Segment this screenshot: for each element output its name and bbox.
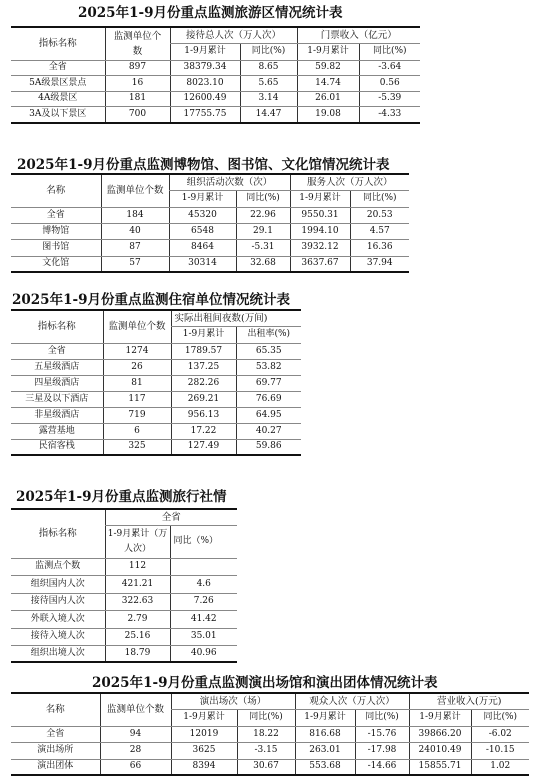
- cell: 184: [101, 207, 169, 223]
- cell: 719: [103, 407, 171, 423]
- table-row: [11, 207, 409, 223]
- col-header-units: 监测单位个数: [101, 174, 169, 207]
- col-sub-cumulative: 1-9月累计: [290, 190, 350, 207]
- scenic-area-table: [11, 26, 420, 124]
- col-header-units: 监测单位个数: [100, 693, 171, 726]
- cell: 137.25: [171, 359, 236, 375]
- table-row: [11, 60, 420, 76]
- cell: 18.22: [237, 726, 295, 742]
- cell: 17.22: [171, 423, 236, 439]
- col-sub-cumulative: 1-9月累计: [295, 709, 355, 726]
- cell: 3625: [171, 742, 237, 759]
- row-label: 组织出境人次: [11, 645, 105, 662]
- table-row: [11, 407, 301, 423]
- cell: 3637.67: [290, 256, 350, 272]
- cell: 25.16: [105, 628, 170, 645]
- cell: 816.68: [295, 726, 355, 742]
- cell: 66: [100, 759, 171, 775]
- table-row: [11, 391, 301, 407]
- row-label: 博物馆: [11, 223, 101, 239]
- col-sub-yoy: 同比(%): [355, 709, 409, 726]
- row-label: 3A及以下景区: [11, 107, 105, 123]
- table-row: [11, 558, 237, 575]
- col-sub-cumulative: 1-9月累计: [297, 43, 359, 60]
- cell: -4.33: [359, 107, 420, 123]
- cell: 39866.20: [409, 726, 471, 742]
- cell: 35.01: [170, 628, 237, 645]
- table-row: [11, 575, 237, 593]
- cell: 17755.75: [170, 107, 240, 123]
- col-group-revenue: 营业收入(万元): [409, 693, 529, 709]
- table-1-title: 2025年1-9月份重点监测旅游区情况统计表: [78, 5, 343, 21]
- museum-library-table: [11, 173, 409, 273]
- row-label: 全省: [11, 60, 105, 76]
- table-row: [11, 239, 409, 256]
- row-label: 四星级酒店: [11, 375, 103, 391]
- cell: 325: [103, 439, 171, 455]
- cell: 65.35: [236, 343, 301, 359]
- table-row: [11, 107, 420, 123]
- cell: 19.08: [297, 107, 359, 123]
- row-label: 文化馆: [11, 256, 101, 272]
- cell: 553.68: [295, 759, 355, 775]
- table-row: [11, 628, 237, 645]
- cell: 26.01: [297, 91, 359, 107]
- row-label: 接待国内人次: [11, 593, 105, 610]
- cell: 94: [100, 726, 171, 742]
- cell: 57: [101, 256, 169, 272]
- table-row: [11, 375, 301, 391]
- col-header-name: 名称: [11, 174, 101, 207]
- col-group-activities: 组织活动次数（次）: [169, 174, 290, 190]
- table-row: [11, 256, 409, 272]
- cell: 1994.10: [290, 223, 350, 239]
- cell: -15.76: [355, 726, 409, 742]
- cell: -17.98: [355, 742, 409, 759]
- table-row: [11, 645, 237, 662]
- cell: 7.26: [170, 593, 237, 610]
- col-sub-yoy: 同比(%): [237, 709, 295, 726]
- col-sub-yoy: 同比(%): [236, 190, 290, 207]
- cell: 16: [105, 76, 170, 92]
- col-sub-cumulative: 1-9月累计: [169, 190, 236, 207]
- cell: 263.01: [295, 742, 355, 759]
- cell: 127.49: [171, 439, 236, 455]
- cell: 0.56: [359, 76, 420, 92]
- cell: 41.42: [170, 610, 237, 628]
- col-group-service-visits: 服务人次（万人次）: [290, 174, 409, 190]
- accommodation-table: [11, 309, 301, 456]
- cell: 6548: [169, 223, 236, 239]
- cell: 1.02: [471, 759, 529, 775]
- row-label: 演出团体: [11, 759, 100, 775]
- cell: 30314: [169, 256, 236, 272]
- cell: 64.95: [236, 407, 301, 423]
- cell: 69.77: [236, 375, 301, 391]
- cell: 37.94: [350, 256, 409, 272]
- col-sub-cumulative: 1-9月累计: [409, 709, 471, 726]
- cell: -14.66: [355, 759, 409, 775]
- cell: 40.96: [170, 645, 237, 662]
- row-label: 三星及以下酒店: [11, 391, 103, 407]
- cell: 8023.10: [170, 76, 240, 92]
- cell: 269.21: [171, 391, 236, 407]
- cell: 2.79: [105, 610, 170, 628]
- cell: 26: [103, 359, 171, 375]
- cell: 9550.31: [290, 207, 350, 223]
- table-2-title: 2025年1-9月份重点监测博物馆、图书馆、文化馆情况统计表: [17, 157, 390, 173]
- cell: 18.79: [105, 645, 170, 662]
- row-label: 5A级景区景点: [11, 76, 105, 92]
- row-label: 非星级酒店: [11, 407, 103, 423]
- row-label: 演出场所: [11, 742, 100, 759]
- cell: 8.65: [240, 60, 297, 76]
- col-header-name: 指标名称: [11, 27, 105, 60]
- travel-agency-table: [11, 508, 237, 663]
- cell: 12019: [171, 726, 237, 742]
- cell: 421.21: [105, 575, 170, 593]
- cell: 3932.12: [290, 239, 350, 256]
- col-group-visitors: 接待总人次（万人次）: [170, 27, 297, 43]
- cell: -6.02: [471, 726, 529, 742]
- col-sub-yoy: 同比(%): [240, 43, 297, 60]
- cell: 4.57: [350, 223, 409, 239]
- row-label: 外联入境人次: [11, 610, 105, 628]
- cell: 29.1: [236, 223, 290, 239]
- col-sub-yoy: 同比(%): [471, 709, 529, 726]
- cell: 53.82: [236, 359, 301, 375]
- table-row: [11, 91, 420, 107]
- cell: 87: [101, 239, 169, 256]
- table-row: [11, 439, 301, 455]
- cell: -10.15: [471, 742, 529, 759]
- table-5-title: 2025年1-9月份重点监测演出场馆和演出团体情况统计表: [92, 675, 438, 691]
- col-sub-cumulative: 1-9月累计: [170, 43, 240, 60]
- col-sub-cumulative: 1-9月累计（万人次）: [105, 525, 170, 558]
- cell: 81: [103, 375, 171, 391]
- cell: 3.14: [240, 91, 297, 107]
- cell: 20.53: [350, 207, 409, 223]
- col-sub-cumulative: 1-9月累计: [171, 709, 237, 726]
- cell: 14.74: [297, 76, 359, 92]
- cell: 956.13: [171, 407, 236, 423]
- col-header-units: 监测单位个数: [103, 310, 171, 343]
- cell: -5.31: [236, 239, 290, 256]
- cell: 76.69: [236, 391, 301, 407]
- table-row: [11, 423, 301, 439]
- cell: 4.6: [170, 575, 237, 593]
- cell: 700: [105, 107, 170, 123]
- row-label: 露营基地: [11, 423, 103, 439]
- cell: 8464: [169, 239, 236, 256]
- row-label: 五星级酒店: [11, 359, 103, 375]
- table-row: [11, 726, 529, 742]
- table-row: [11, 359, 301, 375]
- performance-venue-table: [11, 692, 529, 776]
- col-sub-cumulative: 1-9月累计: [171, 326, 236, 343]
- cell: 22.96: [236, 207, 290, 223]
- cell: -5.39: [359, 91, 420, 107]
- cell: 15855.71: [409, 759, 471, 775]
- cell: 59.86: [236, 439, 301, 455]
- row-label: 全省: [11, 726, 100, 742]
- cell: 40: [101, 223, 169, 239]
- cell: 117: [103, 391, 171, 407]
- cell: 45320: [169, 207, 236, 223]
- cell: 1789.57: [171, 343, 236, 359]
- cell: 40.27: [236, 423, 301, 439]
- col-group-audience: 观众人次（万人次）: [295, 693, 409, 709]
- table-row: [11, 343, 301, 359]
- cell: -3.64: [359, 60, 420, 76]
- col-group-room-nights: 实际出租间夜数(万间): [171, 310, 301, 326]
- cell: 38379.34: [170, 60, 240, 76]
- col-header-name: 指标名称: [11, 310, 103, 343]
- row-label: 监测点个数: [11, 558, 105, 575]
- cell: 12600.49: [170, 91, 240, 107]
- table-row: [11, 593, 237, 610]
- row-label: 组织国内人次: [11, 575, 105, 593]
- row-label: 全省: [11, 207, 101, 223]
- cell: -3.15: [237, 742, 295, 759]
- col-group-performances: 演出场次（场）: [171, 693, 295, 709]
- col-group-province: 全省: [105, 509, 237, 525]
- cell: 181: [105, 91, 170, 107]
- cell: 897: [105, 60, 170, 76]
- row-label: 全省: [11, 343, 103, 359]
- row-label: 民宿客栈: [11, 439, 103, 455]
- col-sub-yoy: 同比(%): [359, 43, 420, 60]
- row-label: 4A级景区: [11, 91, 105, 107]
- cell: 16.36: [350, 239, 409, 256]
- table-row: [11, 610, 237, 628]
- cell: [170, 558, 237, 575]
- row-label: 图书馆: [11, 239, 101, 256]
- cell: 30.67: [237, 759, 295, 775]
- table-4-title: 2025年1-9月份重点监测旅行社情: [16, 489, 227, 505]
- cell: 5.65: [240, 76, 297, 92]
- table-3-title: 2025年1-9月份重点监测住宿单位情况统计表: [12, 292, 290, 308]
- table-row: [11, 76, 420, 92]
- col-sub-yoy: 同比（%）: [170, 525, 237, 558]
- cell: 1274: [103, 343, 171, 359]
- col-header-name: 指标名称: [11, 509, 105, 558]
- table-row: [11, 223, 409, 239]
- col-sub-yoy: 同比(%): [350, 190, 409, 207]
- cell: 282.26: [171, 375, 236, 391]
- col-header-name: 名称: [11, 693, 100, 726]
- row-label: 接待入境人次: [11, 628, 105, 645]
- cell: 14.47: [240, 107, 297, 123]
- col-sub-occupancy: 出租率(%): [236, 326, 301, 343]
- cell: 59.82: [297, 60, 359, 76]
- cell: 112: [105, 558, 170, 575]
- table-row: [11, 742, 529, 759]
- col-header-units: 监测单位个数: [105, 27, 170, 60]
- table-row: [11, 759, 529, 775]
- col-group-ticket-revenue: 门票收入（亿元）: [297, 27, 420, 43]
- cell: 32.68: [236, 256, 290, 272]
- cell: 28: [100, 742, 171, 759]
- cell: 322.63: [105, 593, 170, 610]
- cell: 6: [103, 423, 171, 439]
- cell: 24010.49: [409, 742, 471, 759]
- cell: 8394: [171, 759, 237, 775]
